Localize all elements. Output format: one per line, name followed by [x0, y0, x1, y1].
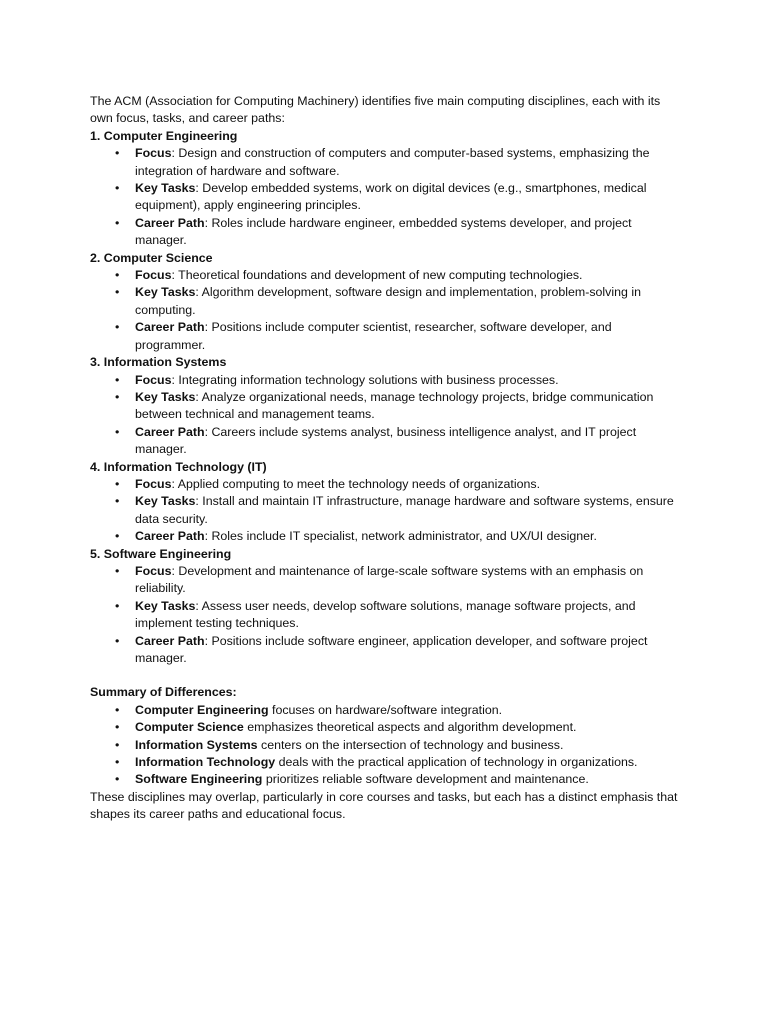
- summary-item: [135, 719, 682, 736]
- intro-paragraph: The ACM (Association for Computing Machinery) identifies five main computing disciplines, each with its own focus, tasks, and career paths:: [90, 94, 661, 126]
- document-body: [90, 93, 682, 824]
- career-path-label: Career Path: [135, 320, 205, 335]
- summary-item: [135, 702, 682, 719]
- summary-item: [135, 754, 682, 771]
- career-path-label: Career Path: [135, 529, 205, 544]
- focus-label: Focus: [135, 372, 172, 387]
- summary-list: [90, 702, 682, 789]
- summary-term: Computer Science: [135, 720, 244, 735]
- key-tasks-item: [135, 493, 682, 528]
- career-path-label: Career Path: [135, 424, 205, 439]
- discipline-heading: 1. Computer Engineering: [90, 128, 238, 143]
- career-path-label: Career Path: [135, 215, 205, 230]
- key-tasks-item: [135, 284, 682, 319]
- key-tasks-label: Key Tasks: [135, 285, 196, 300]
- career-path-item: [135, 633, 682, 668]
- summary-text: prioritizes reliable software development and maintenance.: [262, 772, 589, 787]
- career-path-text: : Positions include software engineer, application developer, and software project manager.: [135, 633, 648, 665]
- career-path-text: : Roles include hardware engineer, embedded systems developer, and project manager.: [135, 215, 632, 248]
- focus-text: : Design and construction of computers and computer-based systems, emphasizing the integration of hardware and software.: [135, 146, 650, 178]
- discipline-heading: 4. Information Technology (IT): [90, 459, 267, 474]
- discipline-heading: 2. Computer Science: [90, 250, 213, 265]
- focus-item: [135, 372, 682, 389]
- focus-text: : Development and maintenance of large-scale software systems with an emphasis on reliability.: [135, 563, 644, 596]
- focus-label: Focus: [135, 268, 172, 283]
- career-path-item: [135, 319, 682, 354]
- career-path-item: [135, 215, 682, 250]
- key-tasks-label: Key Tasks: [135, 494, 196, 509]
- discipline-list: [90, 267, 682, 354]
- career-path-item: [135, 528, 682, 545]
- summary-text: emphasizes theoretical aspects and algorithm development.: [243, 720, 577, 735]
- key-tasks-item: [135, 180, 682, 215]
- key-tasks-text: : Assess user needs, develop software solutions, manage software projects, and implement testing techniques.: [135, 598, 636, 631]
- focus-label: Focus: [135, 146, 172, 161]
- key-tasks-label: Key Tasks: [135, 389, 196, 404]
- career-path-text: : Careers include systems analyst, business intelligence analyst, and IT project manager.: [135, 424, 637, 457]
- focus-text: : Applied computing to meet the technology needs of organizations.: [171, 476, 541, 491]
- summary-heading: Summary of Differences:: [90, 685, 237, 700]
- career-path-label: Career Path: [135, 633, 205, 648]
- focus-item: [135, 476, 682, 493]
- summary-term: Information Systems: [135, 737, 258, 752]
- career-path-item: [135, 424, 682, 459]
- summary-text: focuses on hardware/software integration.: [268, 702, 503, 717]
- discipline-list: [90, 476, 682, 546]
- discipline-list: [90, 372, 682, 459]
- summary-term: Computer Engineering: [135, 702, 269, 717]
- summary-term: Software Engineering: [135, 772, 263, 787]
- career-path-text: : Positions include computer scientist, researcher, software developer, and programmer.: [135, 320, 612, 352]
- key-tasks-text: : Analyze organizational needs, manage technology projects, bridge communication between technical and management teams.: [135, 389, 654, 422]
- key-tasks-text: : Install and maintain IT infrastructure, manage hardware and software systems, ensure data security.: [135, 494, 674, 526]
- career-path-text: : Roles include IT specialist, network administrator, and UX/UI designer.: [204, 529, 597, 544]
- summary-item: [135, 771, 682, 788]
- focus-item: [135, 145, 682, 180]
- conclusion-paragraph: These disciplines may overlap, particularly in core courses and tasks, but each has a distinct emphasis that shapes its career paths and educational focus.: [90, 789, 678, 822]
- discipline-heading: 3. Information Systems: [90, 355, 227, 370]
- discipline-list: [90, 563, 682, 667]
- focus-item: [135, 267, 682, 284]
- summary-text: centers on the intersection of technology and business.: [257, 737, 564, 752]
- discipline-heading: 5. Software Engineering: [90, 546, 232, 561]
- focus-text: : Theoretical foundations and development of new computing technologies.: [171, 268, 583, 283]
- key-tasks-item: [135, 389, 682, 424]
- summary-item: [135, 737, 682, 754]
- key-tasks-label: Key Tasks: [135, 181, 196, 196]
- focus-item: [135, 563, 682, 598]
- focus-label: Focus: [135, 476, 172, 491]
- summary-term: Information Technology: [135, 755, 276, 770]
- key-tasks-text: : Develop embedded systems, work on digital devices (e.g., smartphones, medical equipment), apply engineering principles.: [135, 181, 647, 213]
- focus-label: Focus: [135, 563, 172, 578]
- focus-text: : Integrating information technology solutions with business processes.: [171, 372, 559, 387]
- discipline-list: [90, 145, 682, 249]
- summary-text: deals with the practical application of technology in organizations.: [275, 755, 638, 770]
- key-tasks-text: : Algorithm development, software design and implementation, problem-solving in computing.: [135, 285, 641, 317]
- key-tasks-item: [135, 598, 682, 633]
- key-tasks-label: Key Tasks: [135, 598, 196, 613]
